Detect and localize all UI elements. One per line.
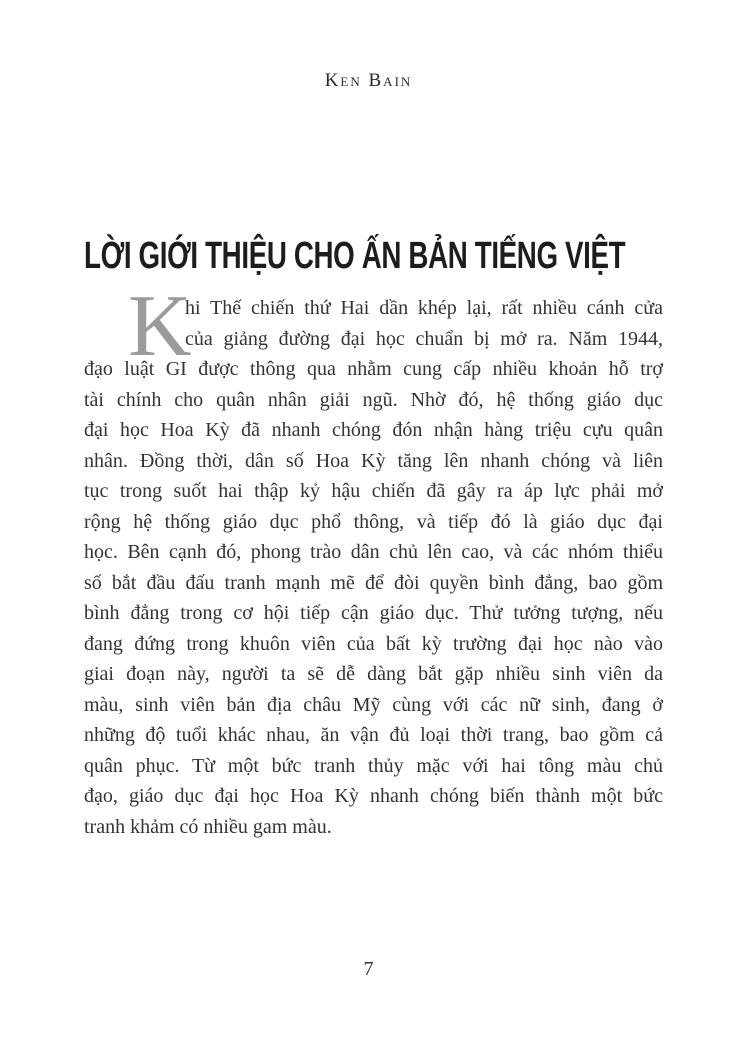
paragraph-line: tục trong suốt hai thập kỷ hậu chiến đã gây ra áp lực phải mở [84, 480, 663, 502]
paragraph-line: của giảng đường đại học chuẩn bị mở ra. Năm 1944, [185, 327, 663, 350]
paragraph-line: học. Bên cạnh đó, phong trào dân chủ lên cao, và các nhóm thiểu [84, 541, 663, 563]
paragraph-line: màu, sinh viên bản địa châu Mỹ cùng với các nữ sinh, đang ở [84, 693, 663, 716]
paragraph-lines [84, 293, 663, 842]
page-number: 7 [363, 958, 374, 980]
paragraph-line: đạo luật GI được thông qua nhằm cung cấp nhiều khoản hỗ trợ [84, 358, 663, 380]
paragraph-line: rộng hệ thống giáo dục phổ thông, và tiếp đó là giáo dục đại [84, 510, 663, 533]
running-header: Ken Bain [324, 70, 413, 91]
paragraph-line: quân phục. Từ một bức tranh thủy mặc với hai tông màu chủ [84, 754, 663, 777]
paragraph-line: nhân. Đồng thời, dân số Hoa Kỳ tăng lên nhanh chóng và liên [84, 449, 663, 472]
paragraph-line: đạo, giáo dục đại học Hoa Kỳ nhanh chóng biến thành một bức [84, 785, 663, 807]
paragraph-line: bình đẳng trong cơ hội tiếp cận giáo dục. Thử tưởng tượng, nếu [84, 602, 663, 624]
paragraph-line: số bắt đầu đấu tranh mạnh mẽ để đòi quyền bình đẳng, bao gồm [84, 571, 663, 594]
chapter-title: LỜI GIỚI THIỆU CHO ẤN BẢN TIẾNG VIỆT [84, 235, 626, 278]
body-paragraph [84, 278, 663, 842]
paragraph-line: giai đoạn này, người ta sẽ dễ dàng bắt gặp nhiều sinh viên da [84, 663, 663, 685]
paragraph-line: hi Thế chiến thứ Hai dần khép lại, rất nhiều cánh cửa [185, 297, 663, 319]
paragraph-line: đang đứng trong khuôn viên của bất kỳ trường đại học nào vào [84, 632, 663, 655]
paragraph-line: những độ tuổi khác nhau, ăn vận đủ loại thời trang, bao gồm cả [84, 724, 663, 746]
paragraph-line: tranh khảm có nhiều gam màu. [84, 815, 332, 838]
drop-cap: K [128, 278, 192, 375]
paragraph-line: đại học Hoa Kỳ đã nhanh chóng đón nhận hàng triệu cựu quân [84, 419, 663, 441]
paragraph-line: tài chính cho quân nhân giải ngũ. Nhờ đó, hệ thống giáo dục [84, 388, 663, 411]
